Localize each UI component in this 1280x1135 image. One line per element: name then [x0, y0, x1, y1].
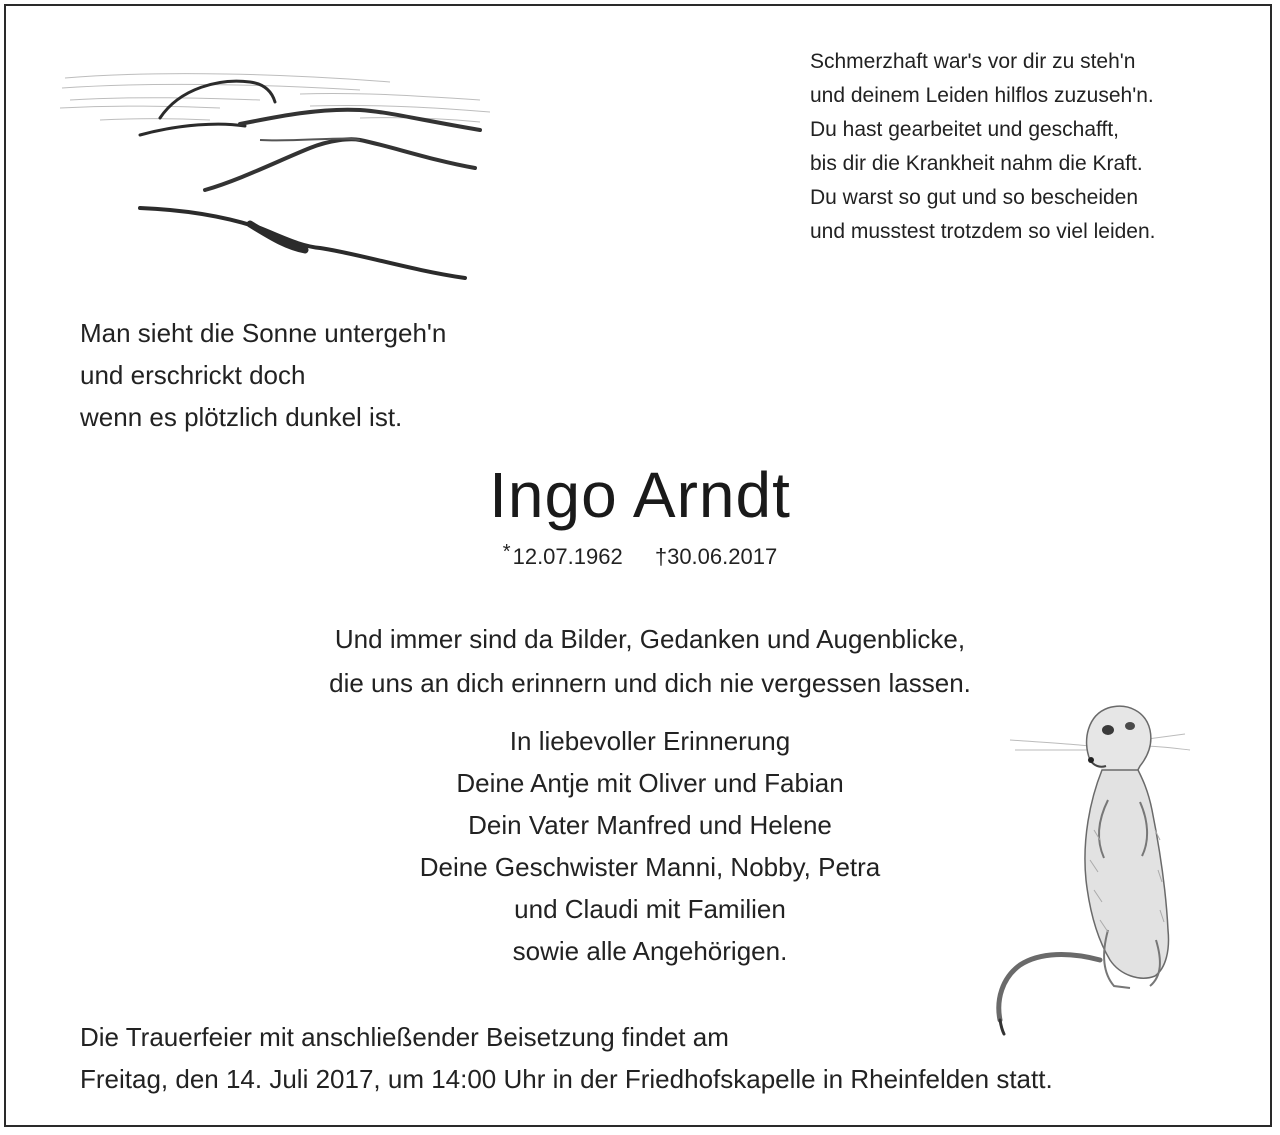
- funeral-line: Die Trauerfeier mit anschließender Beisetzung findet am: [80, 1022, 729, 1052]
- poem-right-line: bis dir die Krankheit nahm die Kraft.: [810, 152, 1143, 175]
- poem-right-line: Du warst so gut und so bescheiden: [810, 186, 1139, 209]
- poem-left-line: wenn es plötzlich dunkel ist.: [80, 402, 403, 432]
- poem-right: [810, 45, 1250, 249]
- signers-line: Deine Antje mit Oliver und Fabian: [456, 768, 844, 798]
- memory-line: Und immer sind da Bilder, Gedanken und Augenblicke,: [334, 624, 966, 654]
- poem-right-line: und musstest trotzdem so viel leiden.: [810, 220, 1156, 243]
- signers-line: In liebevoller Erinnerung: [509, 726, 791, 756]
- deceased-name: Ingo Arndt: [489, 459, 791, 531]
- death-symbol: †: [654, 544, 668, 569]
- birth-date-group: [502, 541, 623, 569]
- signers-line: Deine Geschwister Manni, Nobby, Petra: [419, 852, 881, 882]
- poem-left-line: und erschrickt doch: [80, 360, 306, 390]
- death-date-group: [655, 544, 777, 569]
- birth-date: 12.07.1962: [512, 544, 623, 569]
- signers-line: Dein Vater Manfred und Helene: [468, 810, 832, 840]
- birth-symbol: *: [502, 541, 511, 563]
- signers-line: und Claudi mit Familien: [514, 894, 786, 924]
- poem-right-line: und deinem Leiden hilflos zuzuseh'n.: [810, 84, 1154, 107]
- sunset-landscape-icon: [60, 60, 490, 290]
- life-dates: [0, 535, 1280, 574]
- funeral-info: [80, 1016, 1230, 1100]
- poem-left: [80, 312, 600, 438]
- memory-line: die uns an dich erinnern und dich nie vergessen lassen.: [329, 668, 971, 698]
- signers-line: sowie alle Angehörigen.: [512, 936, 788, 966]
- death-date: 30.06.2017: [667, 544, 778, 569]
- funeral-line: Freitag, den 14. Juli 2017, um 14:00 Uhr in der Friedhofskapelle in Rheinfelden statt.: [80, 1064, 1053, 1094]
- meerkat-icon: [990, 690, 1200, 1040]
- poem-left-line: Man sieht die Sonne untergeh'n: [80, 318, 447, 348]
- poem-right-line: Schmerzhaft war's vor dir zu steh'n: [810, 50, 1136, 73]
- poem-right-line: Du hast gearbeitet und geschafft,: [810, 118, 1119, 141]
